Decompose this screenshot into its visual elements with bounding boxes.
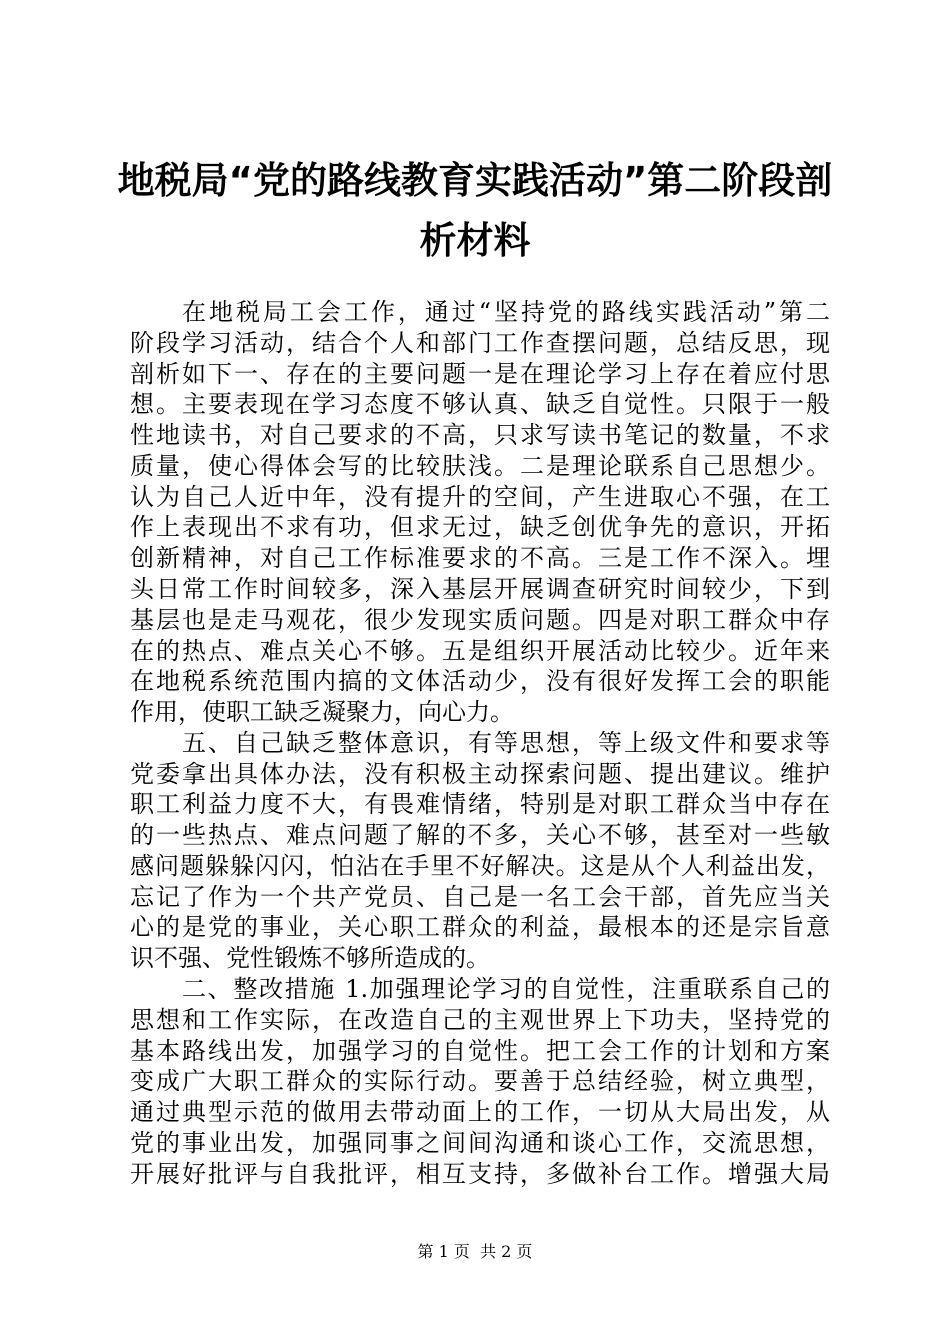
paragraph-1-line-1: 在地税局工会工作，通过“坚持党的路线实践活动”第二 (182, 298, 830, 326)
paragraph-3-line-2: 思想和工作实际，在改造自己的主观世界上下功夫，坚持党的 (130, 1005, 830, 1034)
paragraph-3-line-6: 党的事业出发，加强同事之间间沟通和谈心工作，交流思想， (130, 1128, 830, 1157)
document-title-line-1: 地税局“党的路线教育实践活动”第二阶段剖 (117, 159, 833, 202)
paragraph-2-line-3: 职工利益力度不大，有畏难情绪，特别是对职工群众当中存在 (130, 790, 830, 819)
paragraph-1-line-10: 头日常工作时间较多，深入基层开展调查研究时间较少，下到 (130, 574, 830, 603)
paragraph-3-line-1: 二、整改措施 1.加强理论学习的自觉性，注重联系自己的 (182, 974, 830, 1003)
paragraph-1-line-7: 认为自己人近中年，没有提升的空间，产生进取心不强，在工 (130, 482, 830, 511)
paragraph-1-line-14: 作用，使职工缺乏凝聚力，向心力。 (130, 698, 514, 726)
page-footer: 第 1 页 共 2 页 (417, 1242, 533, 1261)
paragraph-1-line-6: 质量，使心得体会写的比较肤浅。二是理论联系自己思想少。 (130, 451, 830, 480)
paragraph-2-line-7: 心的是党的事业，关心职工群众的利益，最根本的还是宗旨意 (130, 913, 830, 942)
paragraph-3-line-4: 变成广大职工群众的实际行动。要善于总结经验，树立典型， (130, 1067, 830, 1096)
paragraph-2-line-6: 忘记了作为一个共产党员、自己是一名工会干部，首先应当关 (130, 882, 830, 911)
paragraph-1-line-5: 性地读书，对自己要求的不高，只求写读书笔记的数量，不求 (130, 421, 830, 450)
paragraph-1-line-9: 创新精神，对自己工作标准要求的不高。三是工作不深入。埋 (130, 544, 830, 573)
paragraph-2-line-4: 的一些热点、难点问题了解的不多，关心不够，甚至对一些敏 (130, 821, 830, 850)
paragraph-1-line-8: 作上表现出不求有功，但求无过，缺乏创优争先的意识，开拓 (130, 513, 830, 542)
paragraph-1-line-13: 在地税系统范围内搞的文体活动少，没有很好发挥工会的职能 (130, 667, 830, 696)
paragraph-3-line-3: 基本路线出发，加强学习的自觉性。把工会工作的计划和方案 (130, 1036, 830, 1065)
paragraph-1-line-3: 剖析如下一、存在的主要问题一是在理论学习上存在着应付思 (130, 359, 830, 388)
paragraph-1-line-4: 想。主要表现在学习态度不够认真、缺乏自觉性。只限于一般 (130, 390, 830, 419)
paragraph-2-line-5: 感问题躲躲闪闪，怕沾在手里不好解决。这是从个人利益出发， (130, 851, 830, 880)
paragraph-2-line-1: 五、自己缺乏整体意识，有等思想，等上级文件和要求等 (182, 728, 830, 757)
paragraph-1-line-2: 阶段学习活动，结合个人和部门工作查摆问题，总结反思，现 (130, 328, 830, 357)
document-title-line-2: 析材料 (419, 219, 531, 262)
paragraph-2-line-2: 党委拿出具体办法，没有积极主动探索问题、提出建议。维护 (130, 759, 830, 788)
paragraph-3-line-7: 开展好批评与自我批评，相互支持，多做补台工作。增强大局 (130, 1159, 830, 1188)
paragraph-1-line-11: 基层也是走马观花，很少发现实质问题。四是对职工群众中存 (130, 605, 830, 634)
paragraph-1-line-12: 在的热点、难点关心不够。五是组织开展活动比较少。近年来 (130, 636, 830, 665)
paragraph-2-line-8: 识不强、党性锻炼不够所造成的。 (130, 944, 490, 973)
paragraph-3-line-5: 通过典型示范的做用去带动面上的工作，一切从大局出发，从 (130, 1098, 830, 1126)
